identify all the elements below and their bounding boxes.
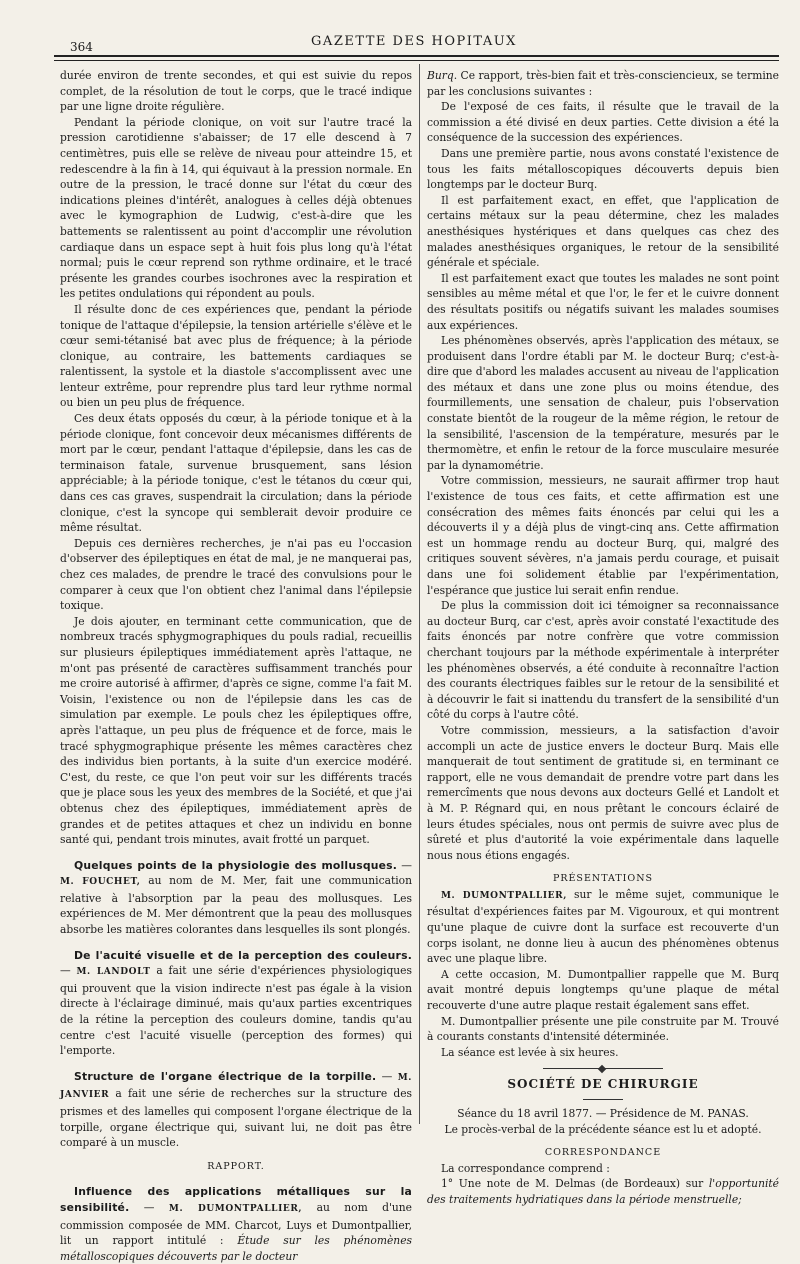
header-rule-thick bbox=[54, 55, 779, 57]
paragraph: Il résulte donc de ces expériences que, pendant la période tonique de l'attaque d'épilepsie, la tension artérielle s'élève et le cœur semi-tétanisé bat avec plus de fréquence; à la période clonique, au contraire, les battements cardiaques se ralentissent, la systole et la diastole s'accomplissent avec une lenteur extrême, pour reprendre plus tard leur rythme normal ou bien un peu plus de fréquence. bbox=[60, 302, 412, 410]
author-name: M. JANVIER bbox=[60, 1072, 412, 1101]
section-acuite-visuelle: De l'acuité visuelle et de la perception des couleurs. — M. LANDOLT a fait une série d'expériences physiologiques qui prouvent que la vision indirecte n'est pas égale à la vision directe à l'éclairage diminué, mais qu'aux parties excentriques de la rétine la perception des couleurs domine, tandis qu'au centre c'est l'acuité visuelle (perception des formes) qui l'emporte. bbox=[60, 948, 412, 1058]
paragraph bbox=[427, 887, 779, 967]
section-title: Influence des applications métalliques sur la sensibilité. bbox=[60, 1185, 412, 1214]
paragraph: Je dois ajouter, en terminant cette communication, que de nombreux tracés sphygmographiques du pouls radial, recueillis sur plusieurs épileptiques immédiatement après l'attaque, ne m'ont pas présenté de caractères suffisamment tranchés pour me croire autorisé à affirmer, d'après ce signe, comme l'a fait M. Voisin, l'existence ou non de l'épilepsie dans les cas de simulation par exemple. Le pouls chez les épileptiques offre, après l'attaque, un peu plus de fréquence et de force, mais le tracé sphygmographique présente les mêmes caractères chez des individus bien portants, à la suite d'un exercice modéré. C'est, du reste, ce que l'on peut voir sur les différents tracés que je place sous les yeux des membres de la Société, et que j'ai obtenus chez des épileptiques, immédiatement après de grandes et de petites attaques et chez un individu en bonne santé qui, pendant trois minutes, avait frotté un parquet. bbox=[60, 614, 412, 847]
section-text: au nom d'une commission composée de MM. Charcot, Luys et Dumontpallier, lit un rapport intitulé : bbox=[60, 1200, 412, 1248]
paragraph: La correspondance comprend : bbox=[441, 1161, 610, 1175]
paragraph: Dans une première partie, nous avons constaté l'existence de tous les faits métalloscopiques découverts depuis bien longtemps par le docteur Burq. bbox=[427, 146, 779, 192]
section-torpille: Structure de l'organe électrique de la torpille. — M. JANVIER a fait une série de recherches sur la structure des prismes et des lamelles qui composent l'organe électrique de la torpille, organe électrique qui, suivant lui, ne doit pas être comparé à un muscle. bbox=[60, 1069, 413, 1150]
left-column bbox=[60, 68, 412, 1264]
section-title: Structure de l'organe électrique de la torpille. bbox=[74, 1069, 377, 1083]
page-header bbox=[54, 30, 774, 52]
presentations-heading: PRÉSENTATIONS bbox=[552, 873, 654, 885]
paragraph: De plus la commission doit ici témoigner sa reconnaissance au docteur Burq, car c'est, après avoir constaté l'exactitude des faits énoncés par notre confrère que votre commission cherchant toujours par la méthode expérimentale à interpréter les phénomènes observés, a été conduite à reconnaître l'action des courants électriques faibles sur le retour de la sensibilité et à découvrir le fait si inattendu du transfert de la sensibilité d'un côté du corps à l'autre côté. bbox=[427, 599, 779, 722]
note-title-italic: l'opportunité des traitements hydriatiques dans la période menstruelle; bbox=[427, 1177, 779, 1206]
section-text: a fait une série d'expériences physiologiques qui prouvent que la vision indirecte n'est pas égale à la vision directe à l'éclairage diminué, mais qu'aux parties excentriques de la rétine la perception des couleurs domine, tandis qu'au centre c'est l'acuité visuelle (perception des formes) qui l'emporte. bbox=[60, 964, 412, 1058]
section-title: Quelques points de la physiologie des mollusques. bbox=[74, 858, 398, 872]
paragraph-text: sur le même sujet, communique le résultat d'expériences faites par M. Vigouroux, et qui montrent qu'une plaque de cuivre dont la surface est recouverte d'un corps isolant, ne donne lieu à aucun des phénomènes obtenus avec une plaque libre. bbox=[427, 887, 779, 966]
italic-name: Burq bbox=[427, 69, 454, 82]
paragraph: Ces deux états opposés du cœur, à la période tonique et à la période clonique, font concevoir deux mécanismes différents de mort par le cœur, pendant l'attaque d'épilepsie, dans les cas de terminaison fatale, survenue brusquement, sans lésion appréciable; à la période tonique, c'est le tétanos du cœur qui, dans ces cas graves, suspendrait la circulation; dans la période clonique, c'est la syncope qui semblerait devoir produire ce même résultat. bbox=[60, 412, 412, 535]
society-heading: SOCIÉTÉ DE CHIRURGIE bbox=[507, 1077, 699, 1092]
paragraph: Il est parfaitement exact que toutes les malades ne sont point sensibles au même métal et que l'or, le fer et le cuivre donnent des résultats positifs ou négatifs suivant les malades soumises aux expériences. bbox=[427, 271, 779, 332]
paragraph bbox=[427, 68, 779, 99]
section-applications-metalliques: Influence des applications métalliques sur la sensibilité. — M. DUMONTPALLIER, au nom d'une commission composée de MM. Charcot, Luys et Dumontpallier, lit un rapport intitulé : Étude sur les phénomènes métalloscopiques découverts par le docteur bbox=[60, 1185, 412, 1263]
section-text: au nom de M. Mer, fait une communication relative à l'absorption par la peau des mollusques. Les expériences de M. Mer démontrent que la peau des mollusques absorbe les matières colorantes dans lesquelles ils sont plongés. bbox=[60, 874, 412, 937]
paragraph bbox=[427, 1176, 779, 1207]
author-name: M. DUMONTPALLIER, bbox=[168, 1203, 303, 1214]
section-text: a fait une série de recherches sur la structure des prismes et des lamelles qui composent l'organe électrique de la torpille, organe électrique qui, suivant lui, ne doit pas être comparé à un muscle. bbox=[60, 1087, 413, 1150]
paragraph: M. Dumontpallier présente une pile construite par M. Trouvé à courants constants d'intensité déterminée. bbox=[427, 1014, 779, 1044]
paragraph: A cette occasion, M. Dumontpallier rappelle que M. Burq avait montré depuis longtemps qu'une plaque de métal recouverte d'une autre plaque restait également sans effet. bbox=[427, 967, 779, 1013]
paragraph: Votre commission, messieurs, ne saurait affirmer trop haut l'existence de tous ces faits, et cette affirmation est une consécration des mêmes faits énoncés par celui qui les a découverts il y a déjà plus de vingt-cinq ans. Cette affirmation est un hommage rendu au docteur Burq, qui, malgré des critiques souvent sévères, n'a jamais perdu courage, et puisait dans une foi solidement établie par l'expérimentation, l'espérance que justice lui serait enfin rendue. bbox=[427, 474, 779, 597]
section-mollusques: Quelques points de la physiologie des mollusques. — M. FOUCHET, au nom de M. Mer, fait une communication relative à l'absorption par la peau des mollusques. Les expériences de M. Mer démontrent que la peau des mollusques absorbe les matières colorantes dans lesquelles ils sont plongés. bbox=[60, 858, 412, 937]
author-name: M. FOUCHET, bbox=[60, 877, 141, 888]
page-number: 364 bbox=[70, 40, 93, 54]
proces-verbal-line: Le procès-verbal de la précédente séance est lu et adopté. bbox=[444, 1122, 762, 1136]
seance-line: Séance du 18 avril 1877. — Présidence de M. PANAS. bbox=[457, 1107, 749, 1120]
paragraph: durée environ de trente secondes, et qui est suivie du repos complet, de la résolution de tout le corps, que le tracé indique par une ligne droite régulière. bbox=[60, 69, 412, 114]
correspondance-heading: CORRESPONDANCE bbox=[544, 1147, 662, 1159]
journal-title: GAZETTE DES HOPITAUX bbox=[311, 34, 517, 49]
column-divider bbox=[419, 64, 420, 1124]
paragraph: Votre commission, messieurs, a la satisfaction d'avoir accompli un acte de justice envers le docteur Burq. Mais elle manquerait de tout sentiment de gratitude si, en terminant ce rapport, elle ne vous demandait de prendre votre part dans les remercîments que nous devons aux docteurs Gellé et Landolt et à M. P. Régnard qui, en nous prêtant le concours éclairé de leurs études spéciales, nous ont permis de suivre avec plus de sûreté et plus d'autorité la voie expérimentale dans laquelle nous nous étions engagés. bbox=[427, 723, 779, 862]
rapport-heading: RAPPORT. bbox=[207, 1160, 265, 1172]
author-name: M. LANDOLT bbox=[76, 967, 151, 978]
report-title-italic: Étude sur les phénomènes métalloscopiques découverts par le docteur bbox=[60, 1234, 412, 1263]
right-column bbox=[427, 68, 779, 1208]
paragraph-text: 1° Une note de M. Delmas (de Bordeaux) sur bbox=[441, 1177, 704, 1191]
author-name: M. DUMONTPALLIER, bbox=[441, 890, 567, 901]
ornament-divider bbox=[543, 1068, 663, 1069]
paragraph: Depuis ces dernières recherches, je n'ai pas eu l'occasion d'observer des épileptiques en état de mal, je ne manquerai pas, chez ces malades, de prendre le tracé des convulsions pour le comparer à ceux que l'on obtient chez l'animal dans l'épilepsie toxique. bbox=[60, 536, 412, 613]
paragraph-text: . Ce rapport, très-bien fait et très-consciencieux, se termine par les conclusions suivantes : bbox=[427, 69, 779, 98]
header-rule-thin bbox=[54, 60, 779, 61]
paragraph: La séance est levée à six heures. bbox=[441, 1045, 619, 1059]
short-rule bbox=[583, 1099, 623, 1100]
section-title: De l'acuité visuelle et de la perception des couleurs. bbox=[74, 948, 412, 962]
paragraph: Il est parfaitement exact, en effet, que l'application de certains métaux sur la peau détermine, chez les malades anesthésiques hystériques et dans quelques cas chez des malades anesthésiques organiques, le retour de la sensibilité générale et spéciale. bbox=[427, 193, 779, 270]
paragraph: De l'exposé de ces faits, il résulte que le travail de la commission a été divisé en deux parties. Cette division a été la conséquence de la succession des expériences. bbox=[427, 100, 779, 145]
paragraph: Les phénomènes observés, après l'application des métaux, se produisent dans l'ordre établi par M. le docteur Burq; c'est-à-dire que d'abord les malades accusent au niveau de l'application des métaux et dans une zone plus ou moins étendue, des fourmillements, une sensation de chaleur, puis l'observation constate bientôt de la rougeur de la même région, le retour de la sensibilité, l'ascension de la température, mesurés par le thermomètre, et enfin le retour de la force musculaire mesurée par la dynamométrie. bbox=[427, 334, 779, 472]
paragraph: Pendant la période clonique, on voit sur l'autre tracé la pression carotidienne s'abaisser; de 17 elle descend à 7 centimètres, puis elle se relève de niveau pour atteindre 15, et redescendre à la fin à 14, qui équivaut à la pression normale. En outre de la pression, le tracé donne sur l'état du cœur des indications pleines d'intérêt, analogues à celles déjà obtenues avec le kymographion de Ludwig, c'est-à-dire que les battements se ralentissent au point d'accomplir une révolution cardiaque dans un espace sept à huit fois plus long qu'à l'état normal; puis le cœur reprend son rythme ordinaire, et le tracé présente les grandes courbes isochrones avec la respiration et les petites ondulations qui répondent au pouls. bbox=[60, 115, 412, 301]
